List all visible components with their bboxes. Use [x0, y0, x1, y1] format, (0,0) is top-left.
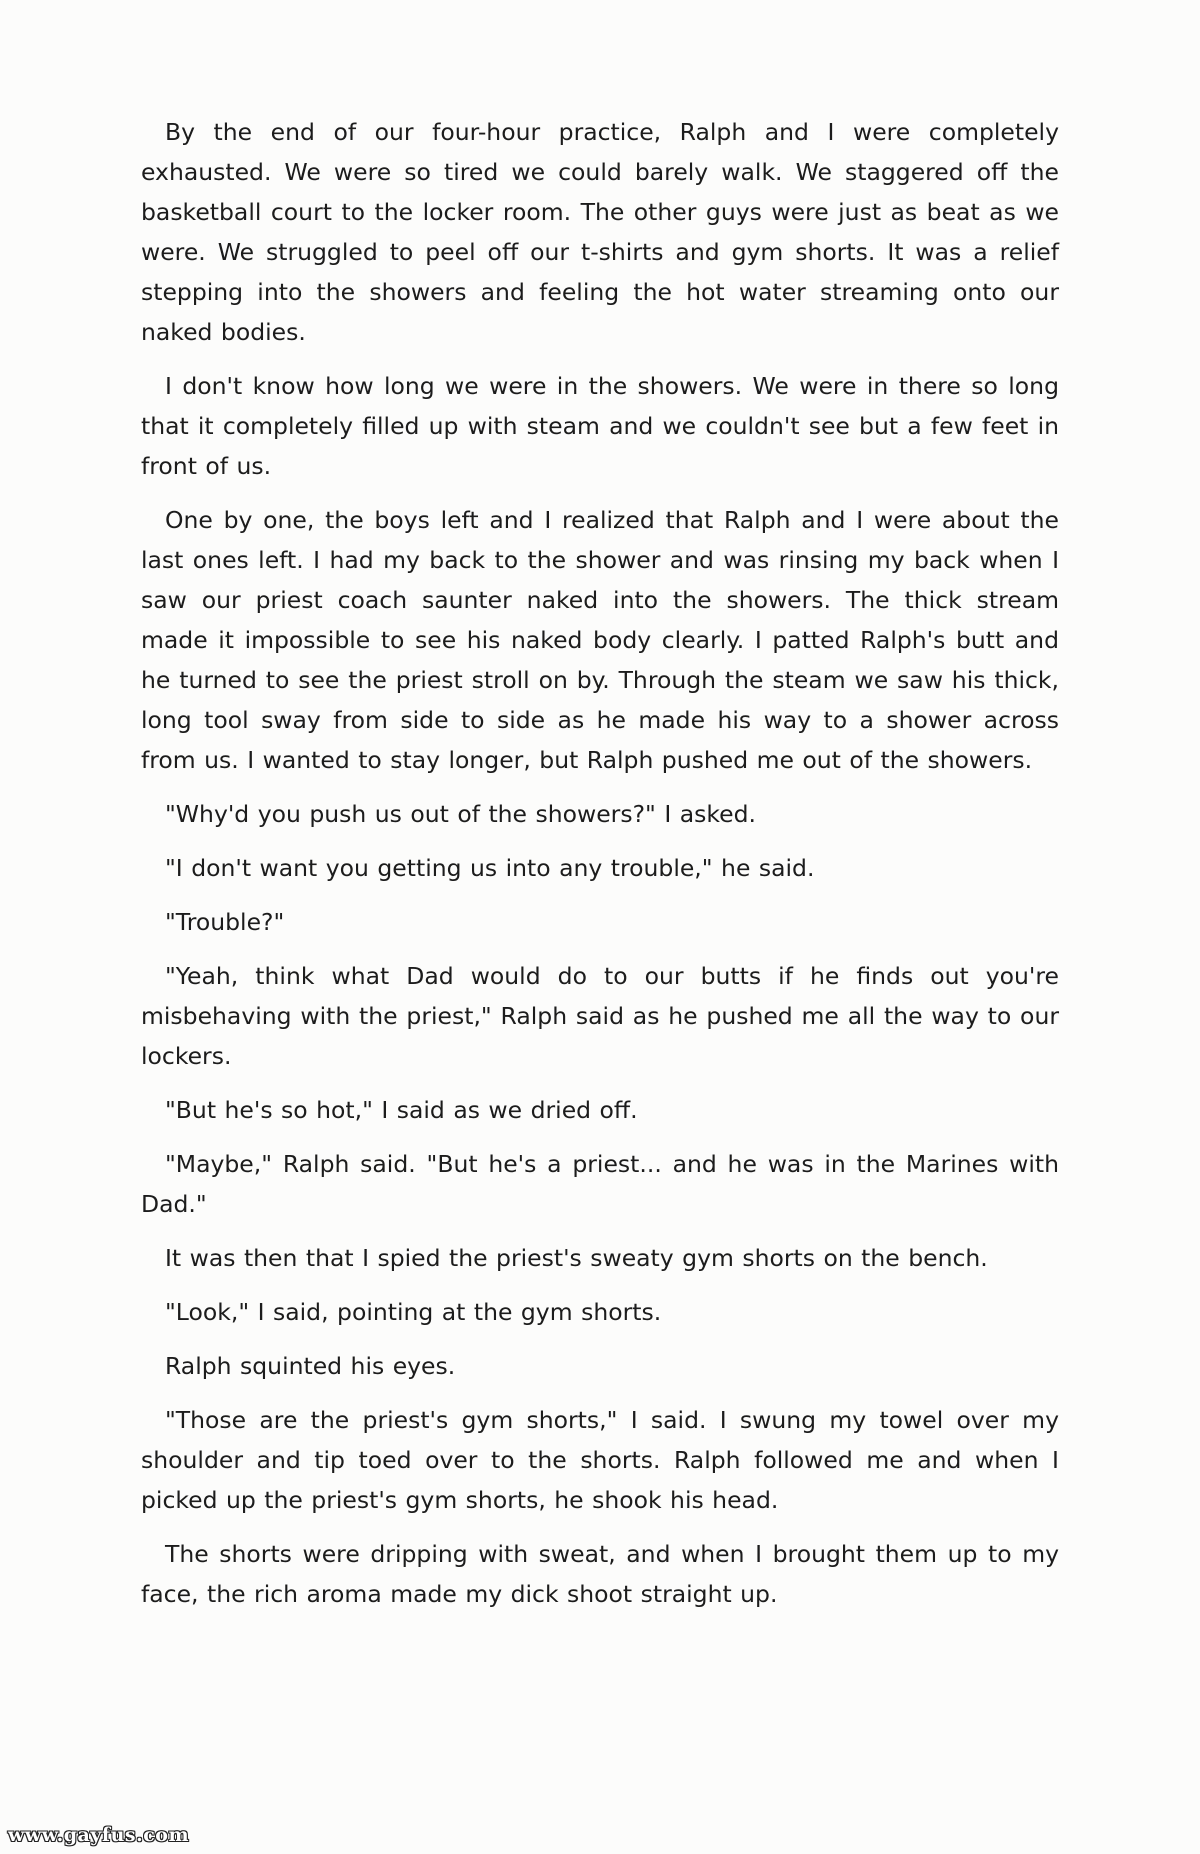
paragraph: The shorts were dripping with sweat, and when I brought them up to my face, the rich aroma made my dick shoot straight up. — [141, 1540, 1059, 1608]
paragraph: "Why'd you push us out of the showers?" I asked. — [165, 800, 756, 828]
paragraph: One by one, the boys left and I realized that Ralph and I were about the last ones left. I had my back to the shower and was rinsing my back when I saw our priest coach saunter naked into the showers. The thick stream made it impossible to see his naked body clearly. I patted Ralph's butt and he turned to see the priest stroll on by. Through the steam we saw his thick, long tool sway from side to side as he made his way to a shower across from us. I wanted to stay longer, but Ralph pushed me out of the showers. — [141, 506, 1059, 774]
paragraph: It was then that I spied the priest's sweaty gym shorts on the bench. — [165, 1244, 988, 1272]
paragraph: "Trouble?" — [165, 908, 285, 936]
paragraph: "Those are the priest's gym shorts," I said. I swung my towel over my shoulder and tip toed over to the shorts. Ralph followed me and when I picked up the priest's gym shorts, he shook his head. — [141, 1406, 1059, 1514]
paragraph: "Maybe," Ralph said. "But he's a priest... and he was in the Marines with Dad." — [141, 1150, 1059, 1218]
paragraph: By the end of our four-hour practice, Ralph and I were completely exhausted. We were so tired we could barely walk. We staggered off the basketball court to the locker room. The other guys were just as beat as we were. We struggled to peel off our t-shirts and gym shorts. It was a relief stepping into the showers and feeling the hot water streaming onto our naked bodies. — [141, 118, 1059, 346]
paragraph: "I don't want you getting us into any trouble," he said. — [165, 854, 815, 882]
paragraph: "Look," I said, pointing at the gym shorts. — [165, 1298, 662, 1326]
paragraph: "Yeah, think what Dad would do to our butts if he finds out you're misbehaving with the priest," Ralph said as he pushed me all the way to our lockers. — [141, 962, 1059, 1070]
paragraph: Ralph squinted his eyes. — [165, 1352, 456, 1380]
watermark: www.gayfus.com — [8, 1824, 190, 1846]
paragraph: "But he's so hot," I said as we dried off. — [165, 1096, 638, 1124]
paragraph: I don't know how long we were in the showers. We were in there so long that it completely filled up with steam and we couldn't see but a few feet in front of us. — [141, 372, 1059, 480]
story-text — [141, 112, 1059, 1628]
